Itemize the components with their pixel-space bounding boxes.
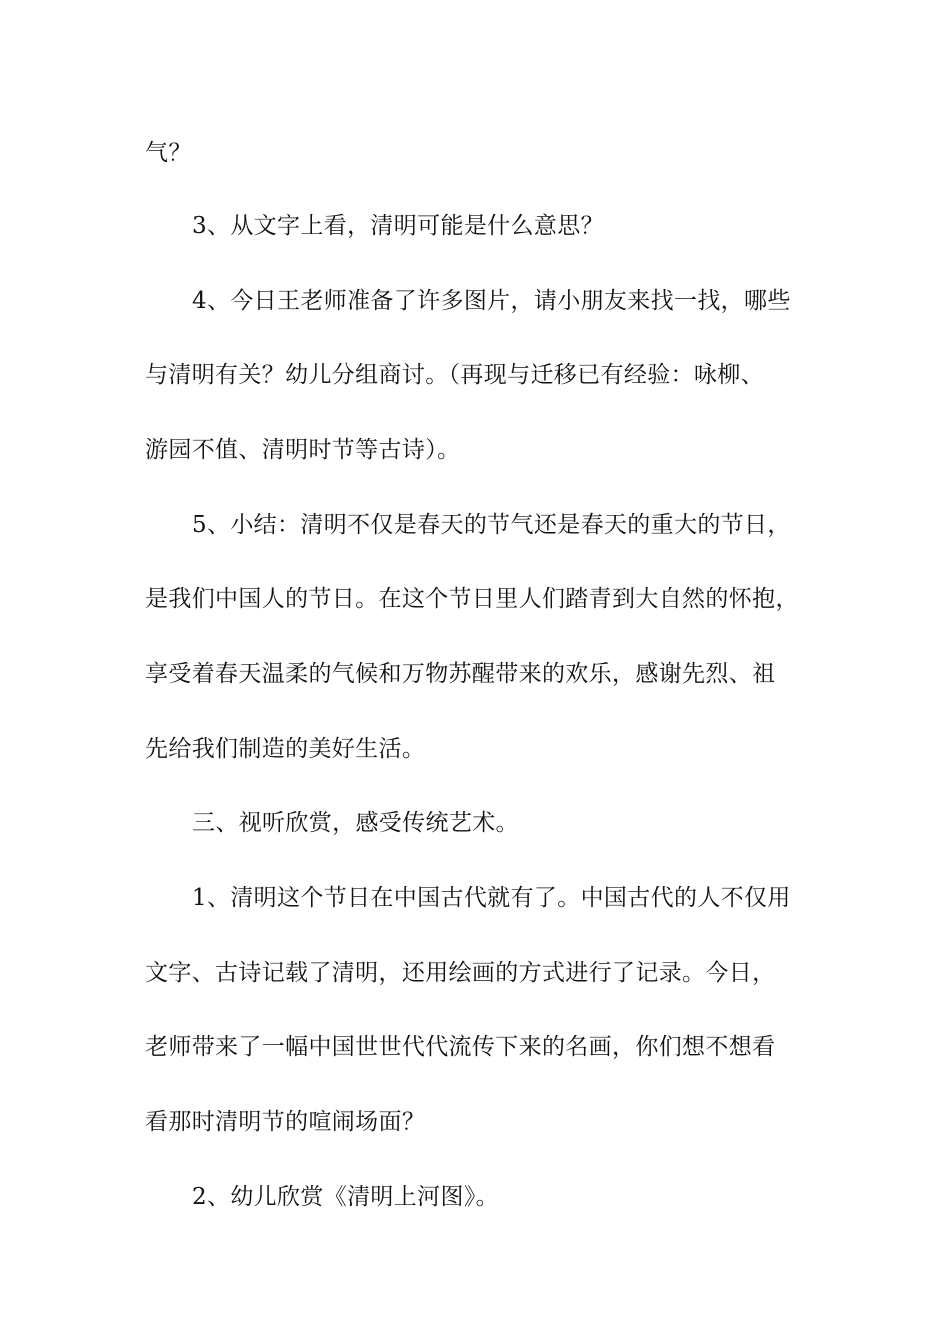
text-line: 2、幼儿欣赏《清明上河图》。 xyxy=(192,1184,500,1210)
text-line: 5、小结：清明不仅是春天的节气还是春天的重大的节日， xyxy=(192,512,791,538)
text-line: 享受着春天温柔的气候和万物苏醒带来的欢乐，感谢先烈、祖 xyxy=(145,661,776,687)
text-line: 气？ xyxy=(145,140,192,166)
text-line: 看那时清明节的喧闹场面？ xyxy=(145,1109,426,1135)
text-line: 3、从文字上看，清明可能是什么意思？ xyxy=(192,213,604,239)
section-heading: 三、视听欣赏，感受传统艺术。 xyxy=(192,810,519,836)
text-line: 与清明有关？幼儿分组商讨。（再现与迁移已有经验：咏柳、 xyxy=(145,362,764,388)
text-line: 是我们中国人的节日。在这个节日里人们踏青到大自然的怀抱， xyxy=(145,586,799,612)
text-line: 先给我们制造的美好生活。 xyxy=(145,736,426,762)
text-line: 1、清明这个节日在中国古代就有了。中国古代的人不仅用 xyxy=(192,885,791,911)
text-line: 游园不值、清明时节等古诗）。 xyxy=(145,437,461,463)
text-line: 老师带来了一幅中国世世代代流传下来的名画，你们想不想看 xyxy=(145,1034,776,1060)
text-line: 4、今日王老师准备了许多图片，请小朋友来找一找，哪些 xyxy=(192,288,791,314)
text-line: 文字、古诗记载了清明，还用绘画的方式进行了记录。今日， xyxy=(145,960,776,986)
